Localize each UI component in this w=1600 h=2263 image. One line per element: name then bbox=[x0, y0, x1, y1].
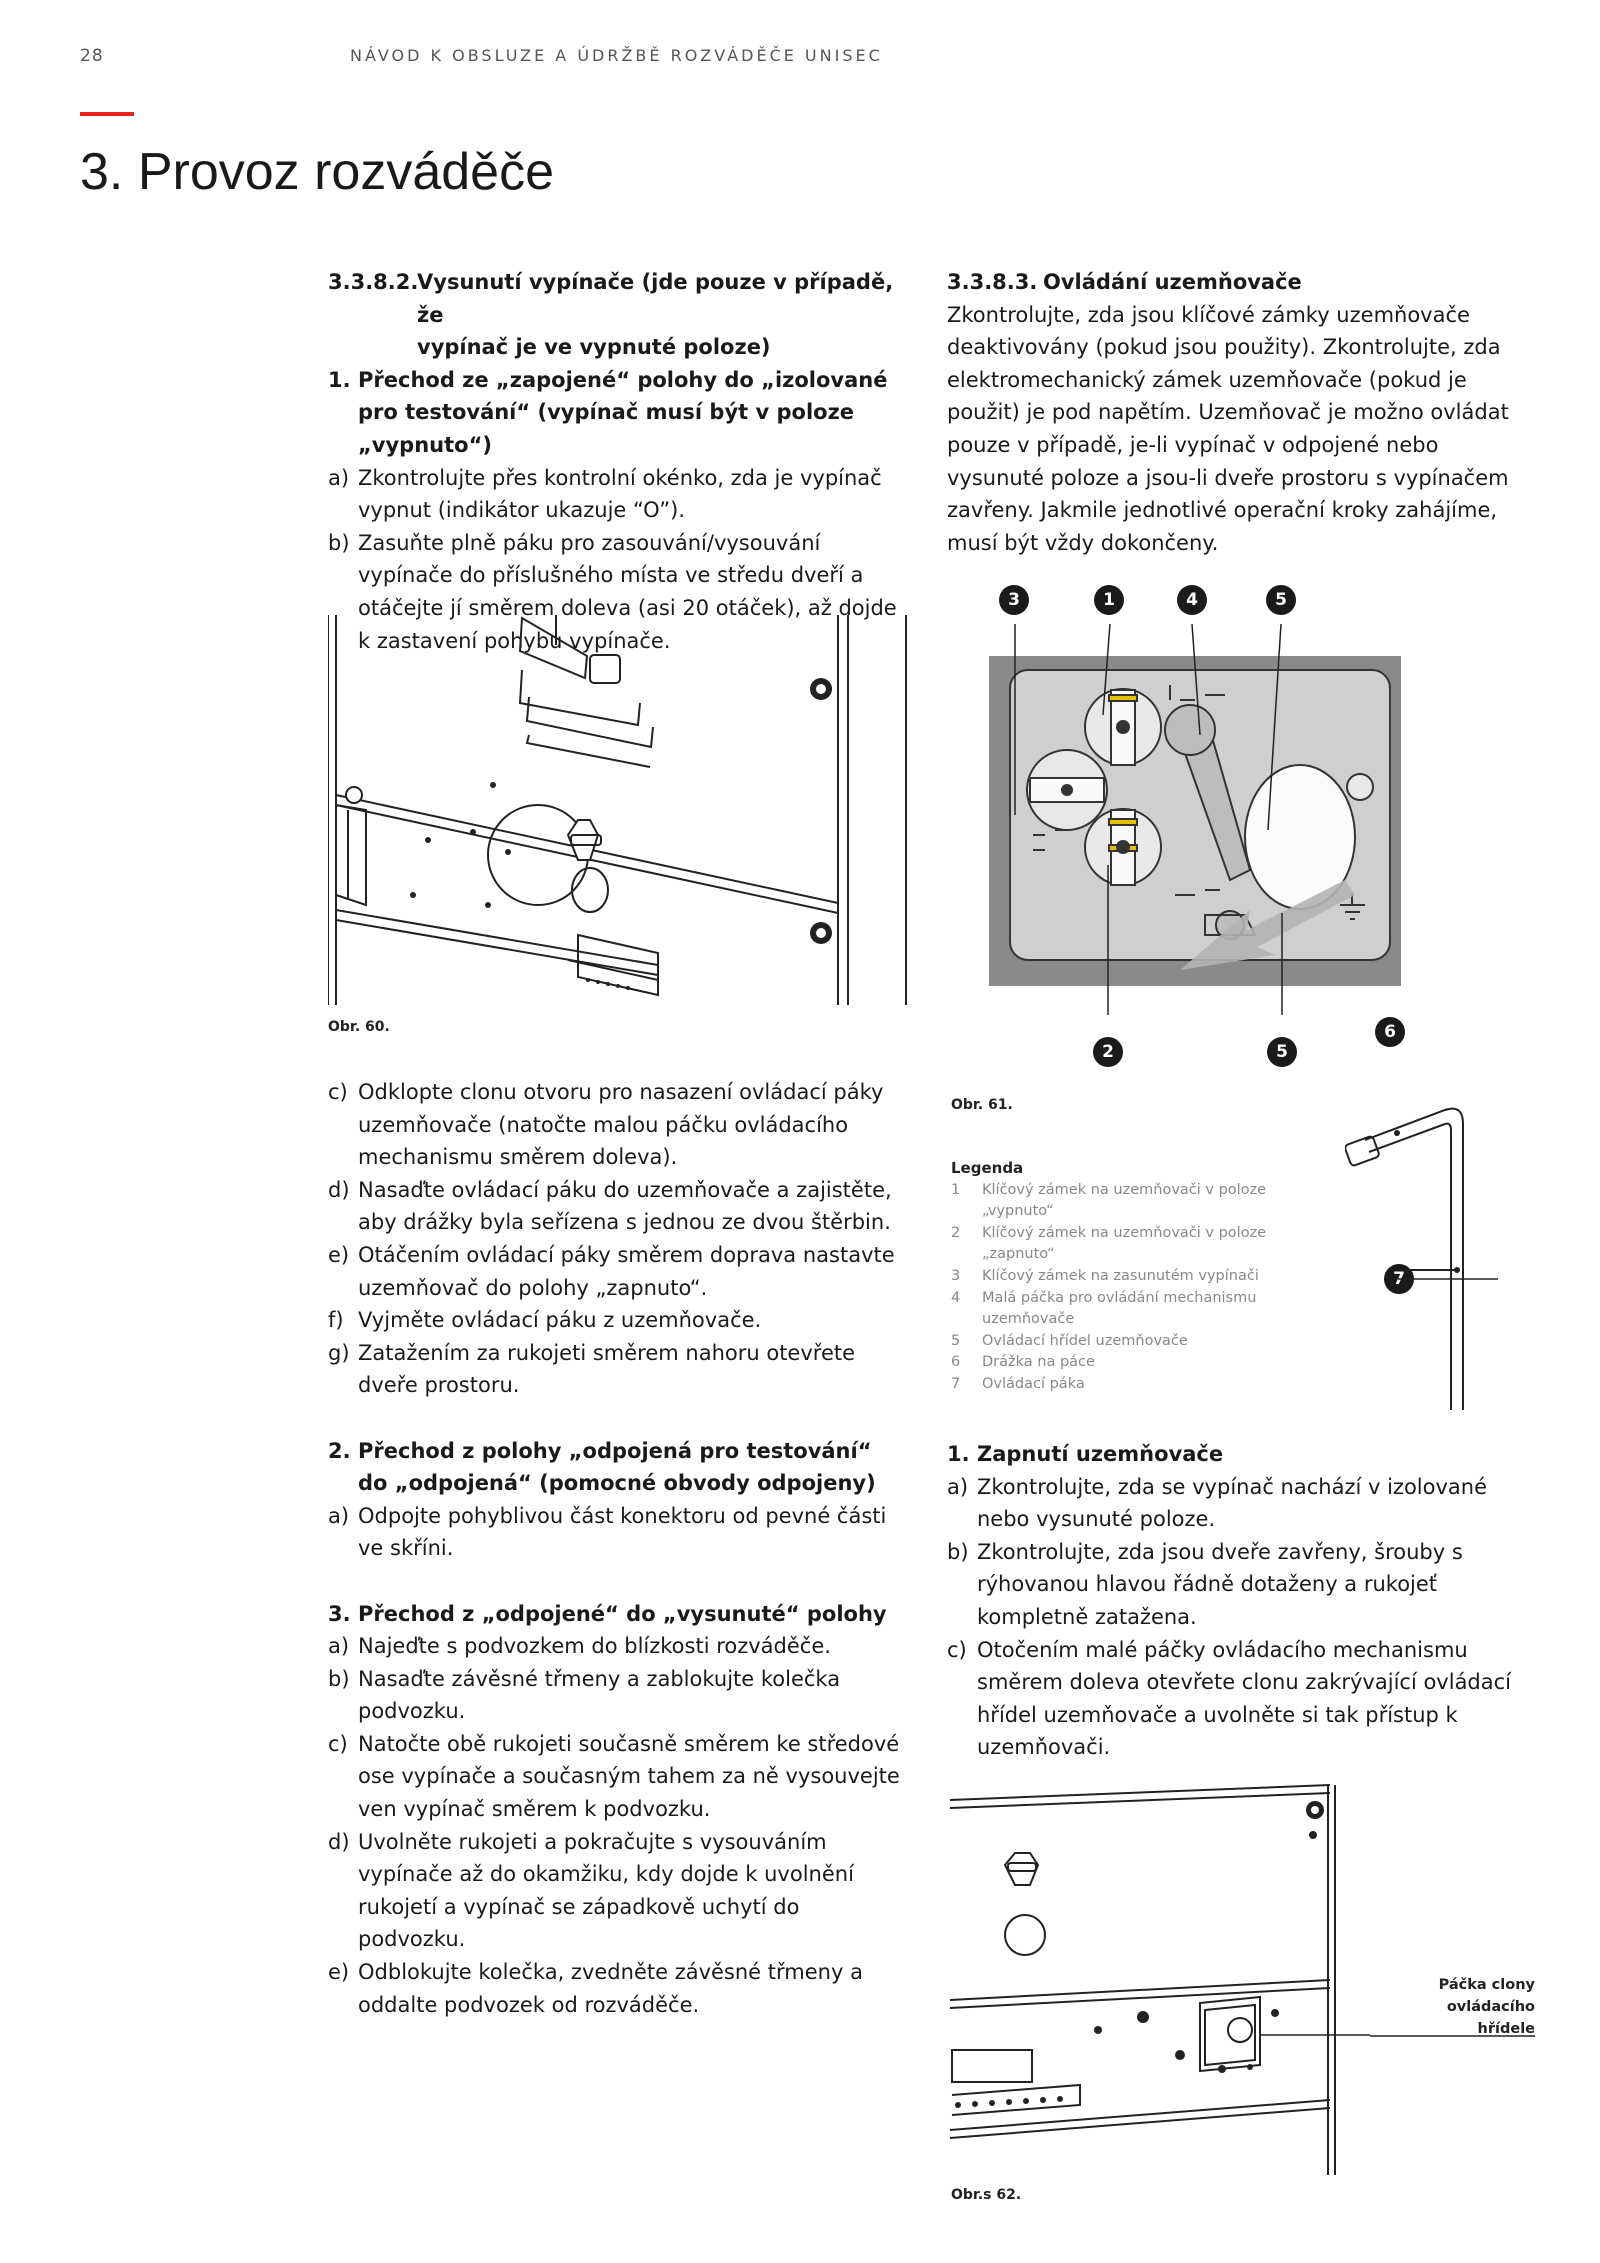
item-text: Odklopte clonu otvoru pro nasazení ovládací páky uzemňovače (natočte malou páčku ovládacího mechanismu směrem doleva). bbox=[358, 1080, 884, 1170]
right-section-top bbox=[947, 266, 1537, 559]
item-marker: d) bbox=[328, 1829, 350, 1854]
list-item bbox=[328, 1956, 908, 2021]
figure-61-caption: Obr. 61. bbox=[951, 1097, 1013, 1113]
legend-text: Ovládací hřídel uzemňovače bbox=[982, 1332, 1188, 1349]
heading-line-1: Vysunutí vypínače (jde pouze v případě, že bbox=[417, 270, 894, 327]
callout-badge: 3 bbox=[999, 585, 1029, 615]
step-title: Přechod ze „zapojené“ polohy do „izolované pro testování“ (vypínač musí být v poloze „vypnuto“) bbox=[358, 367, 888, 457]
item-marker: c) bbox=[328, 1080, 348, 1104]
item-text: Otáčením ovládací páky směrem doprava nastavte uzemňovač do polohy „zapnuto“. bbox=[358, 1242, 895, 1300]
list-item bbox=[328, 462, 908, 527]
list-item bbox=[328, 1728, 908, 1826]
legend-item bbox=[951, 1180, 1291, 1223]
heading-number: 3.3.8.2. bbox=[328, 270, 419, 294]
accent-bar bbox=[80, 112, 134, 116]
left-section-top bbox=[328, 266, 908, 657]
item-text: Zatažením za rukojeti směrem nahoru otevřete dveře prostoru. bbox=[358, 1340, 856, 1398]
list-item bbox=[328, 1826, 908, 1956]
annotation-line: hřídele bbox=[1477, 2021, 1535, 2037]
item-text: Odpojte pohyblivou část konektoru od pevné části ve skříni. bbox=[358, 1503, 887, 1561]
step-list bbox=[328, 1076, 908, 1402]
legend-number: 6 bbox=[951, 1354, 961, 1371]
item-marker: a) bbox=[328, 1503, 350, 1528]
list-item bbox=[328, 1337, 908, 1402]
item-text: Zasuňte plně páku pro zasouvání/vysouvání vypínače do příslušného místa ve středu dveří a otáčejte jí směrem doleva (asi 20 otáček), až dojde k zastavení pohybu vypínače. bbox=[358, 530, 897, 653]
figure-61-earthing-switch-panel bbox=[985, 575, 1535, 1015]
step-number: 1. bbox=[328, 367, 351, 392]
step-number: 1. bbox=[947, 1442, 970, 1466]
legend-item bbox=[951, 1331, 1291, 1353]
heading-title bbox=[417, 266, 908, 364]
item-text: Otočením malé páčky ovládacího mechanismu směrem doleva otevřete clonu zakrývající ovládací hřídel uzemňovače a uvolněte si tak přístup k uzemňovači. bbox=[977, 1637, 1512, 1760]
step-title: Přechod z polohy „odpojená pro testování“ do „odpojená“ (pomocné obvody odpojeny) bbox=[358, 1438, 876, 1496]
list-item bbox=[328, 1174, 908, 1239]
legend-item bbox=[951, 1352, 1291, 1374]
callout-badge: 2 bbox=[1093, 1037, 1123, 1067]
legend-text: Malá páčka pro ovládání mechanismu uzemňovače bbox=[982, 1289, 1257, 1328]
callout-badge: 7 bbox=[1384, 1264, 1414, 1294]
legend-number: 3 bbox=[951, 1267, 961, 1284]
list-item bbox=[947, 1471, 1537, 1536]
step-title: Přechod z „odpojené“ do „vysunuté“ polohy bbox=[358, 1601, 887, 1626]
item-marker: e) bbox=[328, 1242, 350, 1267]
list-item bbox=[947, 1634, 1537, 1764]
callout-badge: 6 bbox=[1375, 1017, 1405, 1047]
step-list bbox=[328, 1630, 908, 2021]
figure-61-legend bbox=[951, 1158, 1291, 1396]
list-item bbox=[328, 1630, 908, 1663]
legend-item bbox=[951, 1266, 1291, 1288]
item-marker: g) bbox=[328, 1340, 350, 1365]
item-text: Zkontrolujte, zda jsou dveře zavřeny, šrouby s rýhovanou hlavou řádně dotaženy a rukojeť kompletně zatažena. bbox=[977, 1539, 1463, 1629]
item-marker: d) bbox=[328, 1177, 350, 1202]
chapter-title: 3. Provoz rozváděče bbox=[80, 143, 555, 201]
right-section-bottom bbox=[947, 1438, 1537, 1764]
item-marker: b) bbox=[328, 1666, 350, 1691]
annotation-line: Páčka clony bbox=[1438, 1977, 1535, 1993]
item-marker: a) bbox=[947, 1474, 969, 1499]
figure-60-switchgear-drawing bbox=[328, 615, 914, 1005]
legend-title: Legenda bbox=[951, 1159, 1024, 1177]
item-text: Vyjměte ovládací páku z uzemňovače. bbox=[358, 1308, 762, 1333]
step-number: 2. bbox=[328, 1438, 351, 1463]
legend-text: Klíčový zámek na zasunutém vypínači bbox=[982, 1267, 1259, 1284]
item-text: Nasaďte závěsné třmeny a zablokujte kolečka podvozku. bbox=[358, 1666, 841, 1724]
legend-item bbox=[951, 1223, 1291, 1266]
legend-number: 1 bbox=[951, 1181, 961, 1198]
legend-text: Ovládací páka bbox=[982, 1375, 1085, 1392]
item-text: Zkontrolujte, zda se vypínač nachází v izolované nebo vysunuté poloze. bbox=[977, 1474, 1487, 1532]
callout-badge: 4 bbox=[1177, 585, 1207, 615]
legend-text: Drážka na páce bbox=[982, 1354, 1095, 1371]
step-list bbox=[328, 1500, 908, 1565]
figure-60-caption: Obr. 60. bbox=[328, 1019, 390, 1035]
item-marker: b) bbox=[328, 530, 350, 555]
legend-number: 2 bbox=[951, 1224, 961, 1241]
item-marker: e) bbox=[328, 1960, 350, 1985]
heading-line-2: vypínač je ve vypnuté poloze) bbox=[417, 335, 771, 360]
list-item bbox=[328, 1304, 908, 1337]
item-text: Nasaďte ovládací páku do uzemňovače a zajistěte, aby drážky byla seřízena s jednou ze dvou štěrbin. bbox=[358, 1177, 892, 1235]
item-marker: c) bbox=[947, 1637, 967, 1662]
heading-number: 3.3.8.3. bbox=[947, 270, 1038, 294]
item-marker: c) bbox=[328, 1731, 348, 1756]
figure-62-annotation bbox=[1380, 1974, 1535, 2040]
item-text: Natočte obě rukojeti současně směrem ke středové ose vypínače a současným tahem za ně vysouvejte ven vypínač směrem k podvozku. bbox=[358, 1731, 900, 1822]
item-text: Odblokujte kolečka, zvedněte závěsné třmeny a oddalte podvozek od rozváděče. bbox=[358, 1960, 863, 2017]
legend-number: 5 bbox=[951, 1332, 961, 1349]
legend-number: 4 bbox=[951, 1289, 961, 1306]
item-text: Zkontrolujte přes kontrolní okénko, zda je vypínač vypnut (indikátor ukazuje “O”). bbox=[358, 465, 882, 523]
page-number: 28 bbox=[80, 46, 104, 66]
figure-62-shutter-lever-drawing bbox=[950, 1775, 1370, 2180]
legend-item bbox=[951, 1374, 1291, 1396]
list-item bbox=[328, 1663, 908, 1728]
lever-leader-line bbox=[1398, 1276, 1518, 1282]
figure-62-caption: Obr.s 62. bbox=[951, 2187, 1022, 2203]
step-list bbox=[947, 1471, 1537, 1764]
legend-text: Klíčový zámek na uzemňovači v poloze „vypnuto“ bbox=[982, 1181, 1267, 1220]
callout-badge: 5 bbox=[1267, 1037, 1297, 1067]
callout-badge: 1 bbox=[1094, 585, 1124, 615]
legend-list bbox=[951, 1180, 1291, 1396]
item-text: Najeďte s podvozkem do blízkosti rozváděče. bbox=[358, 1634, 831, 1659]
item-text: Uvolněte rukojeti a pokračujte s vysouváním vypínače až do okamžiku, kdy dojde k uvolnění rukojetí a vypínač se západkově uchytí do podvozku. bbox=[358, 1829, 854, 1952]
list-item bbox=[947, 1536, 1537, 1634]
callout-badge: 5 bbox=[1266, 585, 1296, 615]
list-item bbox=[328, 1076, 908, 1174]
legend-text: Klíčový zámek na uzemňovači v poloze „zapnuto“ bbox=[982, 1224, 1267, 1263]
heading-title: Ovládání uzemňovače bbox=[1043, 270, 1302, 294]
list-item bbox=[328, 1500, 908, 1565]
item-marker: f) bbox=[328, 1308, 344, 1333]
intro-paragraph: Zkontrolujte, zda jsou klíčové zámky uzemňovače deaktivovány (pokud jsou použity). Zkontrolujte, zda elektromechanický zámek uzemňovače (pokud je použit) je pod napětím. Uzemňovač je možno ovládat pouze v případě, je-li vypínač v odpojené nebo vysunuté poloze a jsou-li dveře prostoru s vypínačem zavřeny. Jakmile jednotlivé operační kroky zahájíme, musí být vždy dokončeny. bbox=[947, 302, 1509, 555]
list-item bbox=[328, 1239, 908, 1304]
step-title: Zapnutí uzemňovače bbox=[977, 1442, 1224, 1466]
annotation-line: ovládacího bbox=[1446, 1999, 1535, 2015]
item-marker: a) bbox=[328, 465, 350, 490]
legend-number: 7 bbox=[951, 1375, 961, 1392]
legend-item bbox=[951, 1288, 1291, 1331]
step-number: 3. bbox=[328, 1601, 351, 1626]
running-title: NÁVOD K OBSLUZE A ÚDRŽBĚ ROZVÁDĚČE UNISEC bbox=[350, 46, 883, 65]
operating-lever-drawing bbox=[1345, 1060, 1525, 1420]
item-marker: b) bbox=[947, 1539, 969, 1564]
item-marker: a) bbox=[328, 1634, 350, 1659]
left-section-bottom bbox=[328, 1076, 908, 2021]
